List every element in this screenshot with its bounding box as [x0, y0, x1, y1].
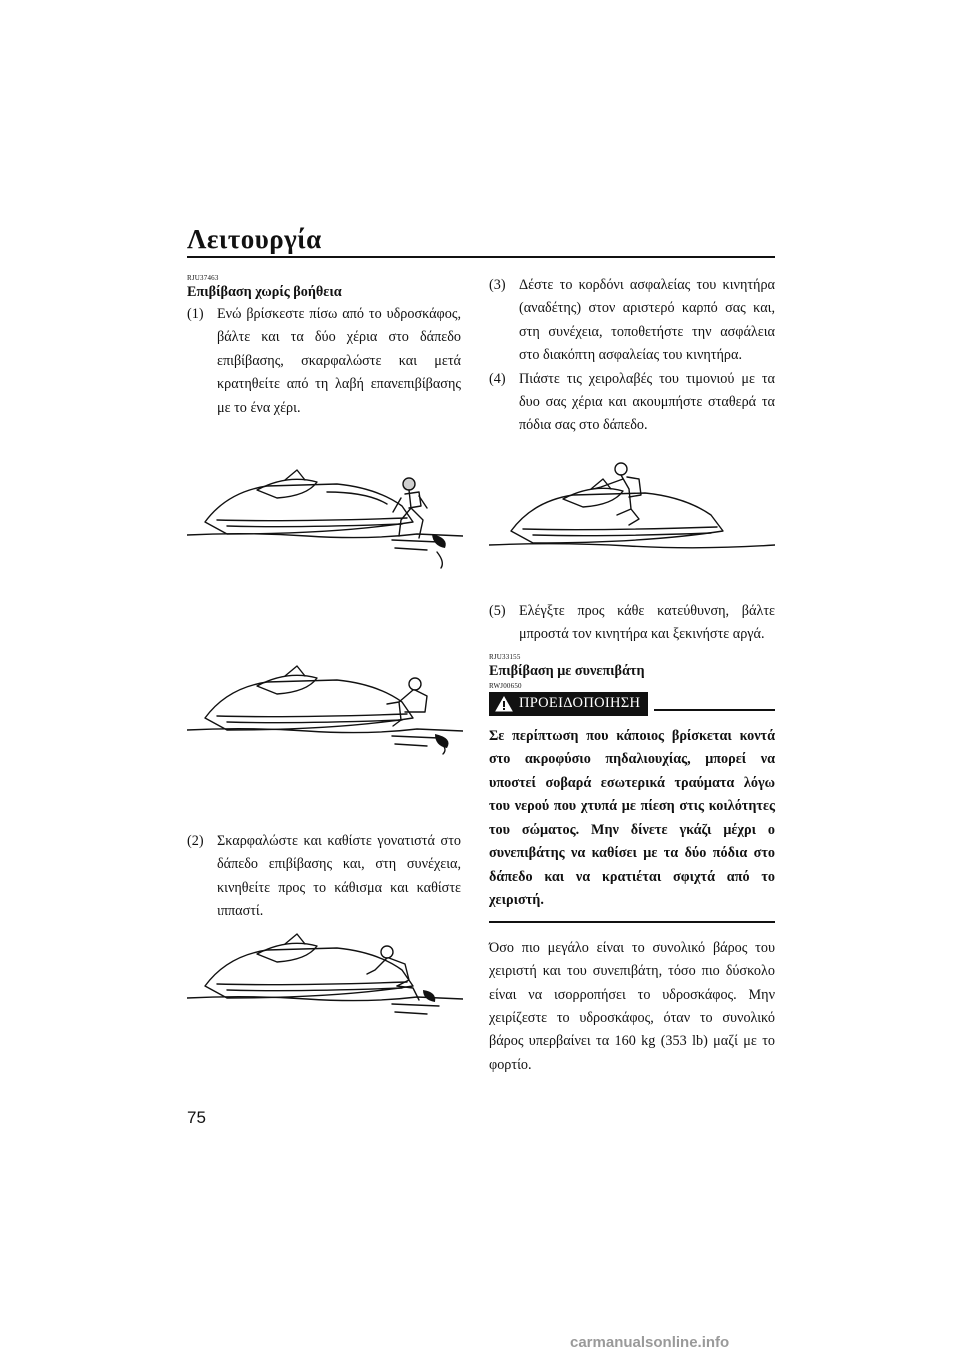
step-1 [187, 303, 461, 420]
step-number: (5) [489, 603, 506, 619]
warning-code: RWJ00650 [489, 681, 522, 690]
section-heading: Επιβίβαση χωρίς βοήθεια [187, 284, 342, 300]
jetski-boarding-illustration [187, 930, 463, 1030]
step-text: Ελέγξτε προς κάθε κατεύθυνση, βάλτε μπροστά τον κινητήρα και ξεκινήστε αργά. [519, 603, 775, 643]
step-3 [489, 274, 775, 368]
chapter-title: Λειτουργία [187, 224, 322, 254]
jetski-boarding-illustration [489, 455, 775, 555]
warning-end-rule [489, 921, 775, 923]
page-number: 75 [187, 1108, 206, 1127]
step-text: Δέστε το κορδόνι ασφαλείας του κινητήρα (αναδέτης) στον αριστερό καρπό σας και, στη συνέχεια, τοποθετήστε την ασφάλεια στο διακόπτη ασφαλείας του κινητήρα. [519, 277, 775, 364]
warning-label-text: ΠΡΟΕΙΔΟΠΟΙΗΣΗ [519, 695, 641, 712]
step-number: (1) [187, 306, 204, 322]
warning-rule [654, 709, 775, 711]
step-number: (2) [187, 833, 204, 850]
warning-triangle-icon [495, 696, 513, 712]
step-5 [489, 600, 775, 647]
step-text: Σκαρφαλώστε και καθίστε γονατιστά στο δάπεδο επιβίβασης και, στη συνέχεια, κινηθείτε προς το κάθισμα και καθίστε ιππαστί. [217, 833, 461, 920]
right-column-lower [489, 600, 775, 1077]
left-column [187, 274, 461, 924]
warning-block [489, 682, 775, 923]
step-number: (3) [489, 277, 506, 293]
section-code: RJU37463 [187, 274, 219, 282]
step-text: Πιάστε τις χειρολαβές του τιμονιού με τα δυο σας χέρια και ακουμπήστε σταθερά τα πόδια σας στο δάπεδο. [519, 370, 775, 434]
step-number: (4) [489, 370, 506, 387]
paragraph: Όσο πιο μεγάλο είναι το συνολικό βάρος του χειριστή και του συνεπιβάτη, τόσο πιο δύσκολο είναι να ισορροπήσει το υδροσκάφος. Μην χειρίζεστε το υδροσκάφος, όταν το συνολικό βάρος υπερβαίνει τα 160 kg (353 lb) μαζί με το φορτίο. [489, 939, 775, 1073]
warning-text: Σε περίπτωση που κάποιος βρίσκεται κοντά στο ακροφύσιο πηδαλιουχίας, μπορεί να υποστεί σοβαρά εσωτερικά τραύματα λόγω του νερού που χτυπά με πίεση στις κοιλότητες του σώματος. Μην δίνετε γκάζι μέχρι ο συνεπιβάτης να καθίσει με τα δύο πόδια στο δάπεδο και να κρατιέται σφιχτά από το χειριστή. [489, 727, 775, 909]
title-rule [187, 256, 775, 258]
jetski-boarding-illustration [187, 660, 463, 760]
section-code: RJU33155 [489, 652, 521, 661]
warning-label [489, 692, 648, 716]
watermark: carmanualsonline.info [570, 1334, 730, 1351]
warning-header [489, 691, 775, 717]
right-column [489, 274, 775, 438]
step-text: Ενώ βρίσκεστε πίσω από το υδροσκάφος, βάλτε και τα δύο χέρια στο δάπεδο επιβίβασης, σκαρφαλώστε και μετά κρατηθείτε από τη λαβή επανεπιβίβασης με το ένα χέρι. [217, 306, 461, 416]
section-heading: Επιβίβαση με συνεπιβάτη [489, 662, 645, 679]
jetski-boarding-illustration [187, 462, 463, 582]
step-4 [489, 368, 775, 438]
step-2 [187, 830, 461, 924]
